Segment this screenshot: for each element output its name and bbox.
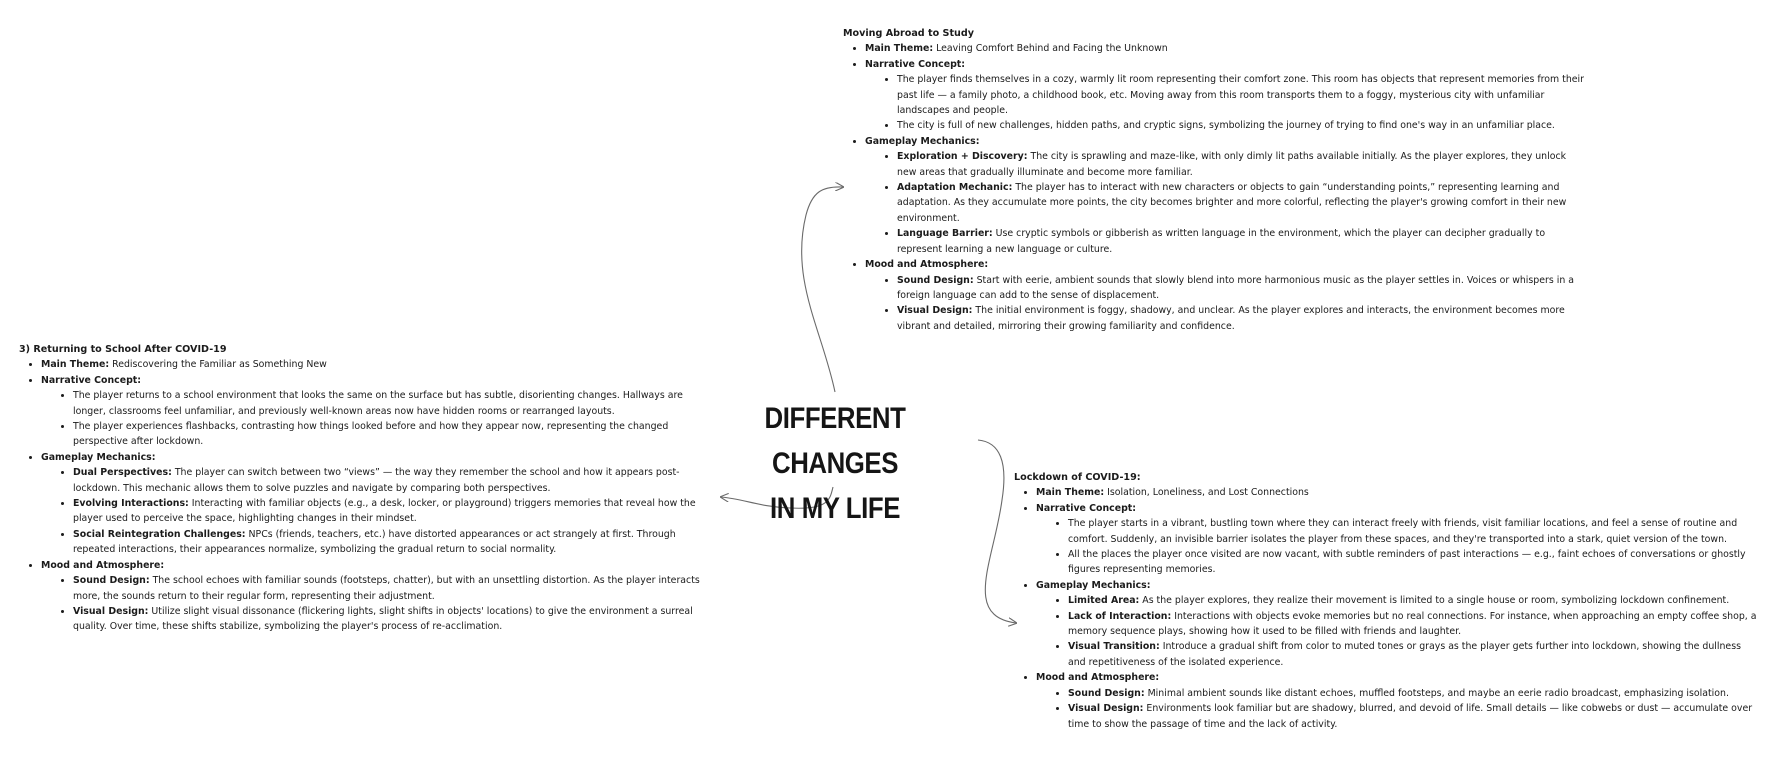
list-item: • Exploration + Discovery: The city is sprawling and maze-like, with only dimly lit paths available initially. As the player explores, they unlock new areas that gradually illuminate and become more familiar. <box>897 149 1587 180</box>
narrative-section: • Narrative Concept: • The player starts in a vibrant, bustling town where they can interact freely with friends, visit familiar locations, and feel a sense of routine and comfort. Suddenly, an invisible barrier isolates the player from these spaces, and they're transported into a stark, quiet version of the town. • All the places the player once visited are now vacant, with subtle reminders of past interactions — e.g., faint echoes of conversations or ghostly figures representing memories. <box>1036 501 1764 578</box>
list-item: • Evolving Interactions: Interacting with familiar objects (e.g., a desk, locker, or playground) triggers memories that reveal how the player used to perceive the space, highlighting changes in their mindset. <box>73 496 703 527</box>
list-item: • The player experiences flashbacks, contrasting how things looked before and how they appear now, representing the changed perspective after lockdown. <box>73 419 703 450</box>
branch-lockdown[interactable] <box>1014 470 1764 732</box>
list-item: • Visual Design: Utilize slight visual dissonance (flickering lights, slight shifts in objects' locations) to give the environment a surreal quality. Over time, these shifts stabilize, symbolizing the player's process of re-acclimation. <box>73 604 703 635</box>
branch-school[interactable] <box>19 342 719 635</box>
connector-to-lockdown <box>978 440 1016 623</box>
central-topic[interactable] <box>723 396 947 531</box>
list-item: • Visual Transition: Introduce a gradual shift from color to muted tones or grays as the player gets further into lockdown, showing the dullness and repetitiveness of the isolated experience. <box>1068 639 1758 670</box>
main-theme-item: • Main Theme: Isolation, Loneliness, and Lost Connections <box>1036 485 1764 500</box>
list-item: • Visual Design: The initial environment is foggy, shadowy, and unclear. As the player explores and interacts, the environment becomes more vibrant and detailed, mirroring their growing familiarity and confidence. <box>897 303 1587 334</box>
list-item: • Sound Design: Minimal ambient sounds like distant echoes, muffled footsteps, and maybe an eerie radio broadcast, emphasizing isolation. <box>1068 686 1758 701</box>
central-topic-line2: IN MY LIFE <box>770 492 900 525</box>
main-theme-item: • Main Theme: Rediscovering the Familiar as Something New <box>41 357 719 372</box>
list-item: • Lack of Interaction: Interactions with objects evoke memories but no real connections. For instance, when approaching an empty coffee shop, a memory sequence plays, showing how it used to be filled with friends and laughter. <box>1068 609 1758 640</box>
mood-section: • Mood and Atmosphere: • Sound Design: Start with eerie, ambient sounds that slowly blend into more harmonious music as the player settles in. Voices or whispers in a foreign language can add to the sense of displacement. • Visual Design: The initial environment is foggy, shadowy, and unclear. As the player explores and interacts, the environment becomes more vibrant and detailed, mirroring their growing familiarity and confidence. <box>865 257 1603 334</box>
list-item: • All the places the player once visited are now vacant, with subtle reminders of past interactions — e.g., faint echoes of conversations or ghostly figures representing memories. <box>1068 547 1758 578</box>
narrative-section: • Narrative Concept: • The player finds themselves in a cozy, warmly lit room representing their comfort zone. This room has objects that represent memories from their past life — a family photo, a childhood book, etc. Moving away from this room transports them to a foggy, mysterious city with unfamiliar landscapes and people. • The city is full of new challenges, hidden paths, and cryptic signs, symbolizing the journey of trying to find one's way in an unfamiliar place. <box>865 57 1603 134</box>
narrative-section: • Narrative Concept: • The player returns to a school environment that looks the same on the surface but has subtle, disorienting changes. Hallways are longer, classrooms feel unfamiliar, and previously well-known areas now have hidden rooms or rearranged layouts. • The player experiences flashbacks, contrasting how things looked before and how they appear now, representing the changed perspective after lockdown. <box>41 373 719 450</box>
list-item: • Language Barrier: Use cryptic symbols or gibberish as written language in the environment, which the player can decipher gradually to represent learning a new language or culture. <box>897 226 1587 257</box>
list-item: • Dual Perspectives: The player can switch between two “views” — the way they remember the school and how it appears post-lockdown. This mechanic allows them to solve puzzles and navigate by comparing both perspectives. <box>73 465 703 496</box>
list-item: • The city is full of new challenges, hidden paths, and cryptic signs, symbolizing the journey of trying to find one's way in an unfamiliar place. <box>897 118 1587 133</box>
mechanics-section: • Gameplay Mechanics: • Dual Perspectives: The player can switch between two “views” — the way they remember the school and how it appears post-lockdown. This mechanic allows them to solve puzzles and navigate by comparing both perspectives. • Evolving Interactions: Interacting with familiar objects (e.g., a desk, locker, or playground) triggers memories that reveal how the player used to perceive the space, highlighting changes in their mindset. • Social Reintegration Challenges: NPCs (friends, teachers, etc.) have distorted appearances or act strangely at first. Through repeated interactions, their appearances normalize, symbolizing the gradual return to social normality. <box>41 450 719 558</box>
main-theme-item: • Main Theme: Leaving Comfort Behind and Facing the Unknown <box>865 41 1603 56</box>
list-item: • The player returns to a school environment that looks the same on the surface but has subtle, disorienting changes. Hallways are longer, classrooms feel unfamiliar, and previously well-known areas now have hidden rooms or rearranged layouts. <box>73 388 703 419</box>
list-item: • Sound Design: Start with eerie, ambient sounds that slowly blend into more harmonious music as the player settles in. Voices or whispers in a foreign language can add to the sense of displacement. <box>897 273 1587 304</box>
mood-section: • Mood and Atmosphere: • Sound Design: The school echoes with familiar sounds (footsteps, chatter), but with an unsettling distortion. As the player interacts more, the sounds return to their regular form, representing their adjustment. • Visual Design: Utilize slight visual dissonance (flickering lights, slight shifts in objects' locations) to give the environment a surreal quality. Over time, these shifts stabilize, symbolizing the player's process of re-acclimation. <box>41 558 719 635</box>
list-item: • The player starts in a vibrant, bustling town where they can interact freely with friends, visit familiar locations, and feel a sense of routine and comfort. Suddenly, an invisible barrier isolates the player from these spaces, and they're transported into a stark, quiet version of the town. <box>1068 516 1758 547</box>
branch-title-school: 3) Returning to School After COVID-19 <box>19 344 227 355</box>
branch-abroad[interactable] <box>843 26 1603 334</box>
list-item: • Social Reintegration Challenges: NPCs (friends, teachers, etc.) have distorted appearances or act strangely at first. Through repeated interactions, their appearances normalize, symbolizing the gradual return to social normality. <box>73 527 703 558</box>
list-item: • Visual Design: Environments look familiar but are shadowy, blurred, and devoid of life. Small details — like cobwebs or dust — accumulate over time to show the passage of time and the lack of activity. <box>1068 701 1758 732</box>
mechanics-section: • Gameplay Mechanics: • Exploration + Discovery: The city is sprawling and maze-like, with only dimly lit paths available initially. As the player explores, they unlock new areas that gradually illuminate and become more familiar. • Adaptation Mechanic: The player has to interact with new characters or objects to gain “understanding points,” representing learning and adaptation. As they accumulate more points, the city becomes brighter and more colorful, reflecting the player's growing comfort in their new environment. • Language Barrier: Use cryptic symbols or gibberish as written language in the environment, which the player can decipher gradually to represent learning a new language or culture. <box>865 134 1603 257</box>
list-item: • Adaptation Mechanic: The player has to interact with new characters or objects to gain “understanding points,” representing learning and adaptation. As they accumulate more points, the city becomes brighter and more colorful, reflecting the player's growing comfort in their new environment. <box>897 180 1587 226</box>
list-item: • Sound Design: The school echoes with familiar sounds (footsteps, chatter), but with an unsettling distortion. As the player interacts more, the sounds return to their regular form, representing their adjustment. <box>73 573 703 604</box>
central-topic-line1: DIFFERENT CHANGES <box>764 402 906 480</box>
branch-title-abroad: Moving Abroad to Study <box>843 28 974 39</box>
list-item: • Limited Area: As the player explores, they realize their movement is limited to a single house or room, symbolizing lockdown confinement. <box>1068 593 1758 608</box>
branch-title-lockdown: Lockdown of COVID-19: <box>1014 472 1141 483</box>
list-item: • The player finds themselves in a cozy, warmly lit room representing their comfort zone. This room has objects that represent memories from their past life — a family photo, a childhood book, etc. Moving away from this room transports them to a foggy, mysterious city with unfamiliar landscapes and people. <box>897 72 1587 118</box>
mechanics-section: • Gameplay Mechanics: • Limited Area: As the player explores, they realize their movement is limited to a single house or room, symbolizing lockdown confinement. • Lack of Interaction: Interactions with objects evoke memories but no real connections. For instance, when approaching an empty coffee shop, a memory sequence plays, showing how it used to be filled with friends and laughter. • Visual Transition: Introduce a gradual shift from color to muted tones or grays as the player gets further into lockdown, showing the dullness and repetitiveness of the isolated experience. <box>1036 578 1764 670</box>
connector-to-abroad <box>802 187 843 392</box>
mood-section: • Mood and Atmosphere: • Sound Design: Minimal ambient sounds like distant echoes, muffled footsteps, and maybe an eerie radio broadcast, emphasizing isolation. • Visual Design: Environments look familiar but are shadowy, blurred, and devoid of life. Small details — like cobwebs or dust — accumulate over time to show the passage of time and the lack of activity. <box>1036 670 1764 732</box>
